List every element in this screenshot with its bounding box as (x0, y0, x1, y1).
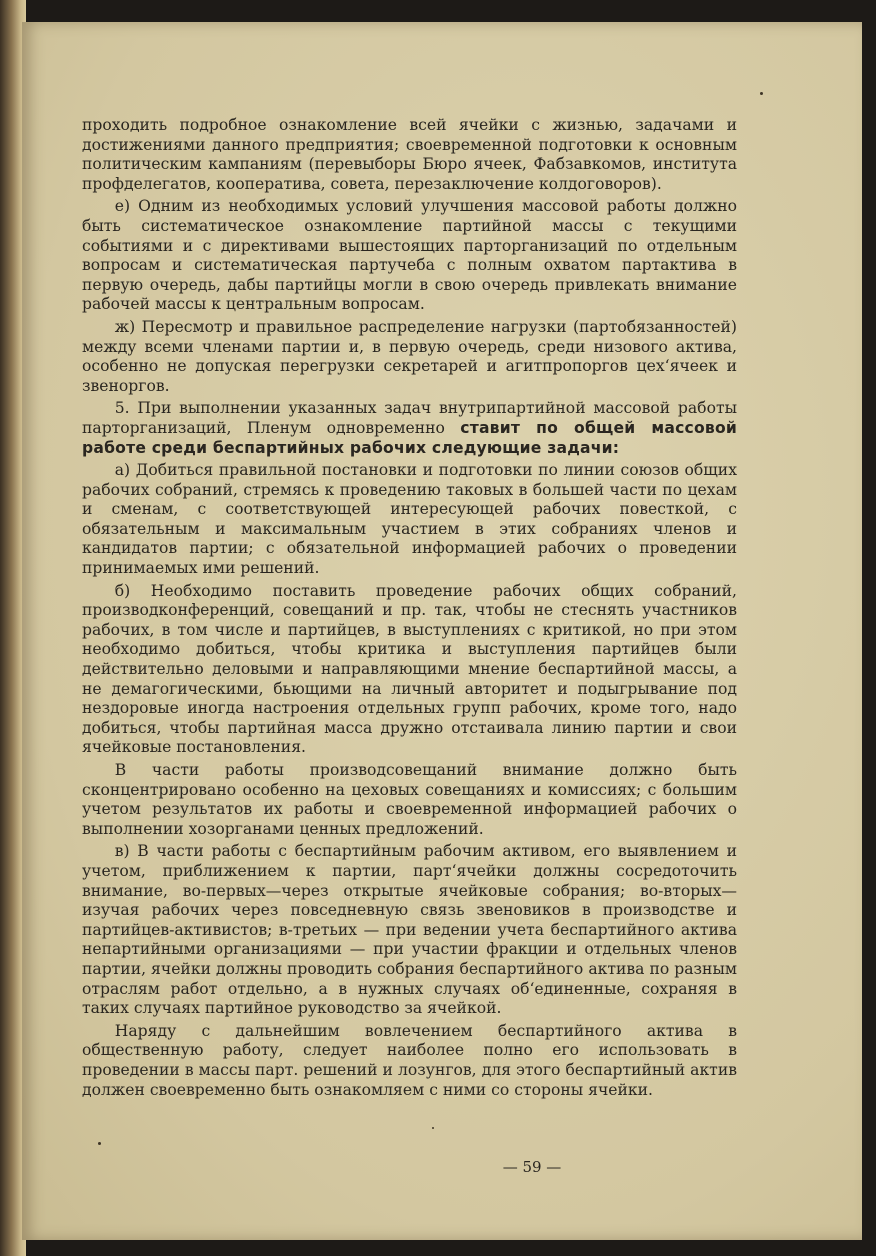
paragraph-production-meetings: В части работы производсовещаний внимание должно быть сконцентрировано особенно на цеховых совещаниях и комиссиях; с большим учетом результатов их работы и своевременной информацией рабочих о выполнении хозорганами ценных предложений. (82, 761, 737, 838)
paragraph-5 (82, 399, 737, 458)
paragraph-e: е) Одним из необходимых условий улучшения массовой работы должно быть систематическое ознакомление партийной массы с текущими событиями и с директивами вышестоящих парторганизаций по отдельным вопросам и систематическая партучеба с полным охватом партактива в первую очередь, дабы партийцы могли в свою очередь привлекать внимание рабочей массы к центральным вопросам. (82, 197, 737, 314)
paragraph-continuation: проходить подробное ознакомление всей ячейки с жизнью, задачами и достижениями данного предприятия; своевременной подготовки к основным политическим кампаниям (перевыборы Бюро ячеек, Фабзавкомов, института профделегатов, кооператива, совета, перезаключение колдоговоров). (82, 116, 737, 193)
page-body-text (82, 116, 737, 1100)
paragraph-zh: ж) Пересмотр и правильное распределение нагрузки (партобязанностей) между всеми членами партии и, в первую очередь, среди низового актива, особенно не допуская перегрузки секретарей и агитпропоргов цех‘ячеек и звеноргов. (82, 317, 737, 395)
paragraph-non-party-activists: Наряду с дальнейшим вовлечением беспартийного актива в общественную работу, следует наиболее полно его использовать в проведении в массы парт. решений и лозунгов, для этого беспартийный актив должен своевременно быть ознакомляем с ними со стороны ячейки. (82, 1021, 737, 1099)
paragraph-5-bold: ставит по общей массовой работе среди беспартийных рабочих следующие задачи: (82, 418, 737, 457)
page-number-text: — 59 — (502, 1158, 562, 1176)
paragraph-5-plain: 5. При выполнении указанных задач внутрипартийной массовой работы парторганизаций, Пленум одновременно (82, 399, 737, 437)
paragraph-v: в) В части работы с беспартийным рабочим активом, его выявлением и учетом, приближением к партии, парт‘ячейки должны сосредоточить внимание, во-первых—через открытые ячейковые собрания; во-вторых—изучая рабочих через повседневную связь звеновиков в производстве и партийцев-активистов; в-третьих — при ведении учета беспартийного актива непартийными организациями — при участии фракции и отдельных членов партии, ячейки должны проводить собрания беспартийного актива по разным отраслям работ отдельно, а в нужных случаях об‘единенные, сохраняя в таких случаях партийное руководство за ячейкой. (82, 842, 737, 1018)
paper-speck (432, 1127, 434, 1129)
paragraph-a: а) Добиться правильной постановки и подготовки по линии союзов общих рабочих собраний, стремясь к проведению таковых в большей части по цехам и сменам, с соответствующей интересующей рабочих повесткой, с обязательным и максимальным участием в этих собраниях членов и кандидатов партии; с обязательной информацией рабочих о проведении принимаемых ими решений. (82, 461, 737, 578)
page-number (22, 1158, 862, 1176)
paper-speck (98, 1142, 101, 1145)
book-page (22, 22, 862, 1240)
paragraph-b: б) Необходимо поставить проведение рабочих общих собраний, производконференций, совещаний и пр. так, чтобы не стеснять участников рабочих, в том числе и партийцев, в выступлениях с критикой, но при этом необходимо добиться, чтобы критика и выступления партийцев были действительно деловыми и направляющими мнение беспартийной массы, а не демагогическими, бьющими на личный авторитет и подыгрывание под нездоровые иногда настроения отдельных групп рабочих, кроме того, надо добиться, чтобы партийная масса дружно отстаивала линию партии и свои ячейковые постановления. (82, 581, 737, 757)
paper-speck (760, 92, 763, 95)
